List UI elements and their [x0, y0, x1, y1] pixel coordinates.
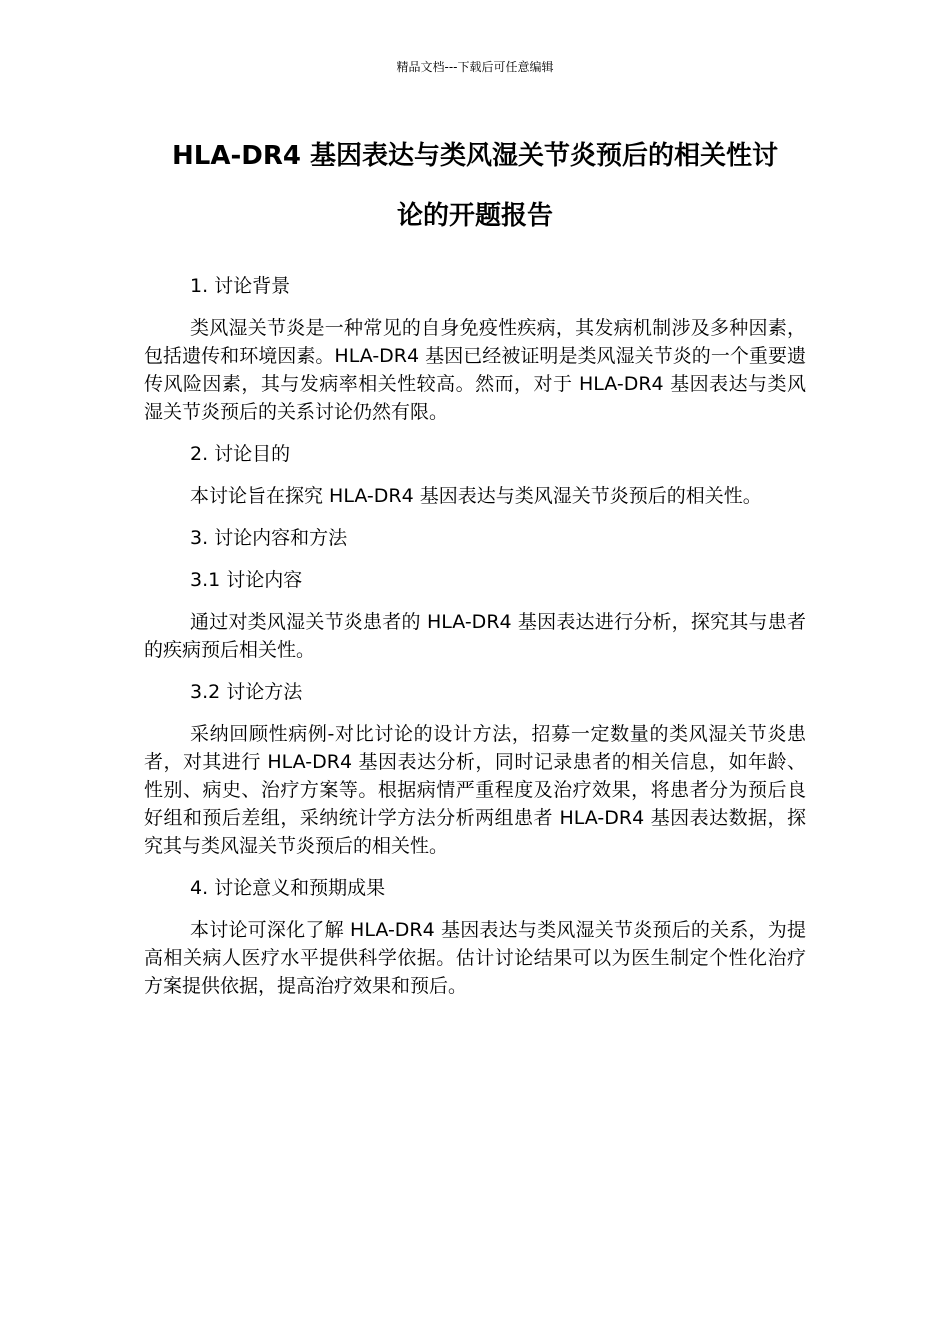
title-line-2: 论的开题报告	[396, 201, 553, 231]
section-body-significance: 本讨论可深化了解 HLA-DR4 基因表达与类风湿关节炎预后的关系，为提高相关病人医疗水平提供科学依据。估计讨论结果可以为医生制定个性化治疗方案提供依据，提高治疗效果和预后。	[144, 919, 806, 997]
section-body-purpose: 本讨论旨在探究 HLA-DR4 基因表达与类风湿关节炎预后的相关性。	[190, 485, 762, 507]
document-body	[144, 272, 806, 1014]
subsection-heading-methods: 3.2 讨论方法	[190, 681, 303, 703]
section-heading-purpose: 2. 讨论目的	[190, 443, 291, 465]
section-body-background: 类风湿关节炎是一种常见的自身免疫性疾病，其发病机制涉及多种因素，包括遗传和环境因素。HLA-DR4 基因已经被证明是类风湿关节炎的一个重要遗传风险因素，其与发病率相关性较高。然而，对于 HLA-DR4 基因表达与类风湿关节炎预后的关系讨论仍然有限。	[144, 317, 806, 423]
subsection-body-methods: 采纳回顾性病例-对比讨论的设计方法，招募一定数量的类风湿关节炎患者，对其进行 HLA-DR4 基因表达分析，同时记录患者的相关信息，如年龄、性别、病史、治疗方案等。根据病情严重程度及治疗效果，将患者分为预后良好组和预后差组，采纳统计学方法分析两组患者 HLA-DR4 基因表达数据，探究其与类风湿关节炎预后的相关性。	[144, 723, 806, 857]
section-heading-significance: 4. 讨论意义和预期成果	[190, 877, 386, 899]
title-line-1: HLA-DR4 基因表达与类风湿关节炎预后的相关性讨	[172, 141, 778, 171]
subsection-heading-content: 3.1 讨论内容	[190, 569, 303, 591]
document-title	[144, 126, 806, 246]
header-note: 精品文档---下载后可任意编辑	[396, 60, 554, 74]
subsection-body-content: 通过对类风湿关节炎患者的 HLA-DR4 基因表达进行分析，探究其与患者的疾病预后相关性。	[144, 611, 806, 661]
section-heading-content-methods: 3. 讨论内容和方法	[190, 527, 348, 549]
section-heading-background: 1. 讨论背景	[190, 275, 291, 297]
